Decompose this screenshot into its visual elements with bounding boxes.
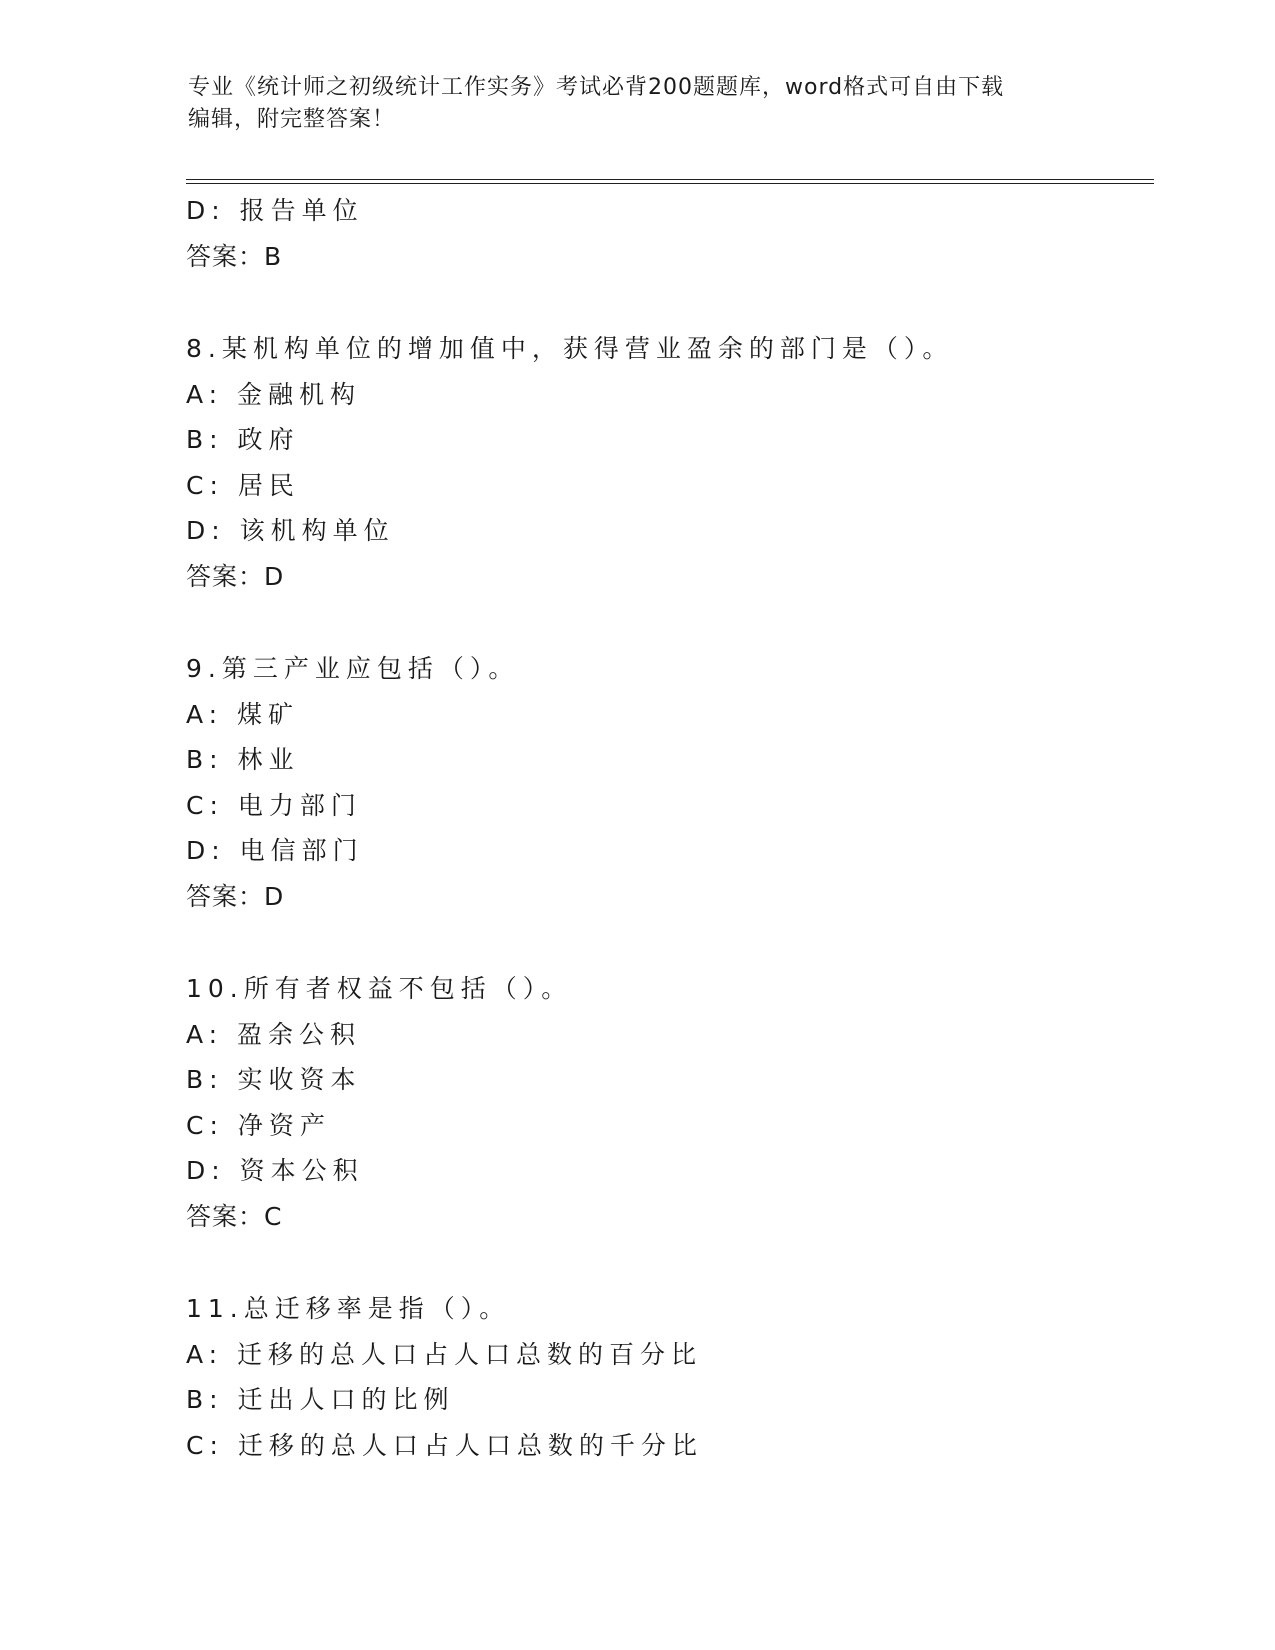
option-b: B: 实收资本 [186,1065,362,1094]
option-d: D: 电信部门 [186,836,364,865]
answer-line: 答案：D [186,561,285,591]
option-d: D: 报告单位 [186,196,364,225]
answer-line: 答案：C [186,1201,283,1231]
header-divider-bottom [186,183,1154,184]
question-10 [186,966,1154,1239]
option-c: C: 净资产 [186,1110,331,1140]
question-8 [186,326,1154,599]
option-a: A: 盈余公积 [186,1019,362,1049]
option-a: A: 煤矿 [186,699,300,729]
previous-question-fragment [186,188,1154,279]
option-b: B: 迁出人口的比例 [186,1385,455,1414]
question-title: 11.总迁移率是指（）。 [186,1294,511,1323]
answer-line: 答案：D [186,881,285,911]
question-list [186,188,1154,1468]
question-9 [186,646,1154,919]
spacer [186,599,1154,646]
option-b: B: 政府 [186,425,300,454]
document-header [188,72,1088,136]
question-title: 9.第三产业应包括（）。 [186,654,520,683]
header-line-2: 编辑，附完整答案！ [188,107,396,132]
option-c: C: 居民 [186,470,300,500]
option-d: D: 该机构单位 [186,516,395,545]
option-b: B: 林业 [186,745,300,774]
header-line-1: 专业《统计师之初级统计工作实务》考试必背200题题库，word格式可自由下载 [188,75,1005,100]
question-title: 8.某机构单位的增加值中，获得营业盈余的部门是（）。 [186,334,954,363]
option-a: A: 迁移的总人口占人口总数的百分比 [186,1339,703,1369]
question-11 [186,1286,1154,1468]
option-a: A: 金融机构 [186,379,362,409]
spacer [186,1239,1154,1286]
spacer [186,279,1154,326]
spacer [186,919,1154,966]
option-c: C: 迁移的总人口占人口总数的千分比 [186,1430,703,1460]
option-c: C: 电力部门 [186,790,362,820]
header-divider-top [186,179,1154,180]
option-d: D: 资本公积 [186,1156,364,1185]
question-title: 10.所有者权益不包括（）。 [186,974,573,1003]
answer-line: 答案：B [186,241,283,271]
